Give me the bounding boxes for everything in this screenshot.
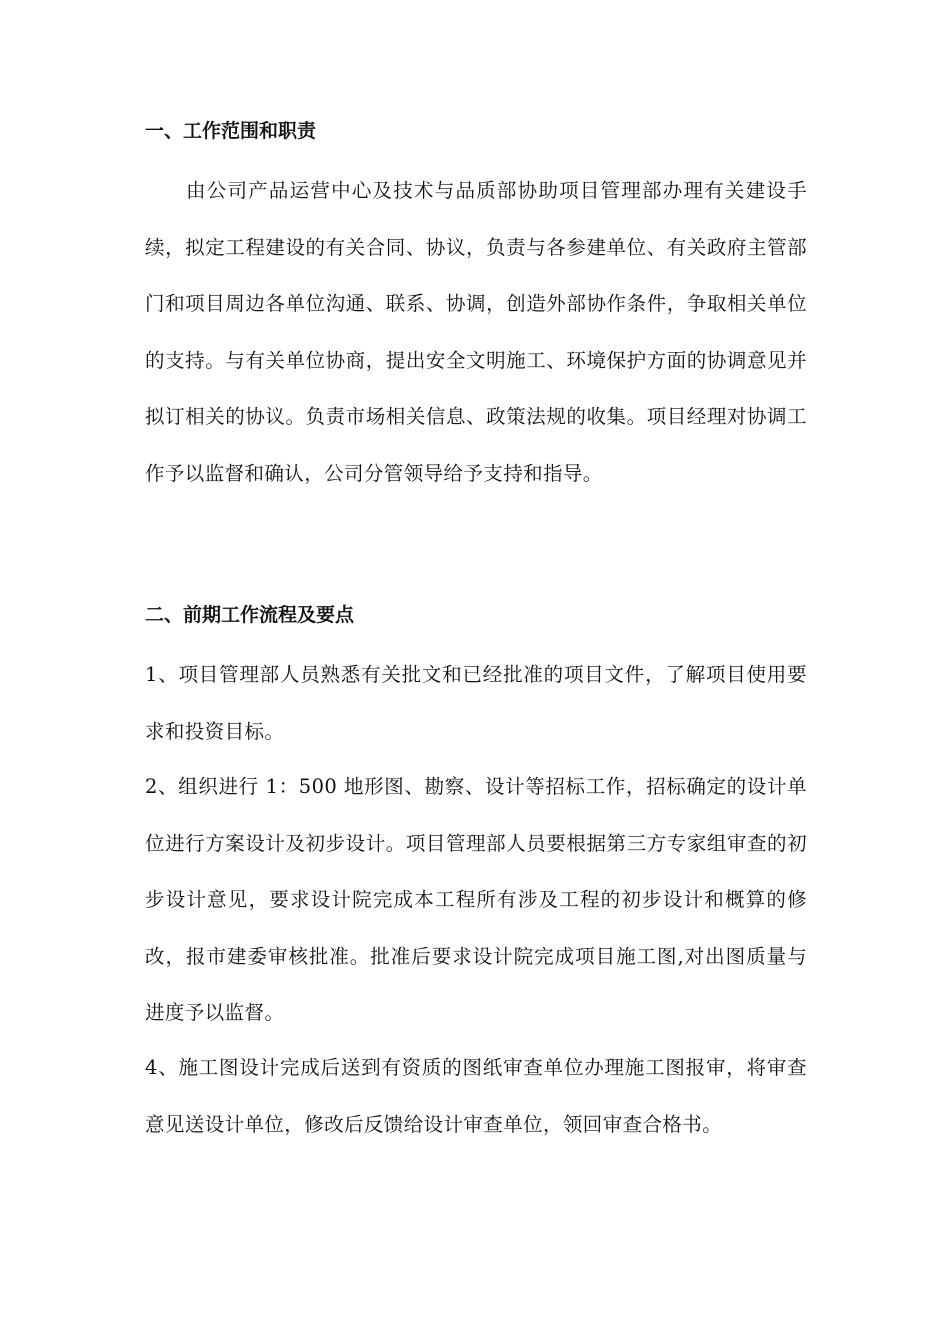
section-2-heading: 二、前期工作流程及要点 bbox=[145, 604, 355, 626]
section-1-heading: 一、工作范围和职责 bbox=[145, 120, 317, 142]
section-2-item-1: 1、项目管理部人员熟悉有关批文和已经批准的项目文件，了解项目使用要求和投资目标。 bbox=[145, 663, 807, 743]
section-2-item-4: 4、施工图设计完成后送到有资质的图纸审查单位办理施工图报审，将审查意见送设计单位，修改后反馈给设计审查单位，领回审查合格书。 bbox=[145, 1056, 807, 1136]
section-2-item-2: 2、组织进行 1：500 地形图、勘察、设计等招标工作，招标确定的设计单位进行方案设计及初步设计。项目管理部人员要根据第三方专家组审查的初步设计意见，要求设计院完成本工程所有涉及工程的初步设计和概算的修改，报市建委审核批准。批准后要求设计院完成项目施工图,对出图质量与进度予以监督。 bbox=[145, 775, 807, 1024]
section-1-paragraph: 由公司产品运营中心及技术与品质部协助项目管理部办理有关建设手续，拟定工程建设的有关合同、协议，负责与各参建单位、有关政府主管部门和项目周边各单位沟通、联系、协调，创造外部协作条件，争取相关单位的支持。与有关单位协商，提出安全文明施工、环境保护方面的协调意见并拟订相关的协议。负责市场相关信息、政策法规的收集。项目经理对协调工作予以监督和确认，公司分管领导给予支持和指导。 bbox=[145, 179, 807, 485]
